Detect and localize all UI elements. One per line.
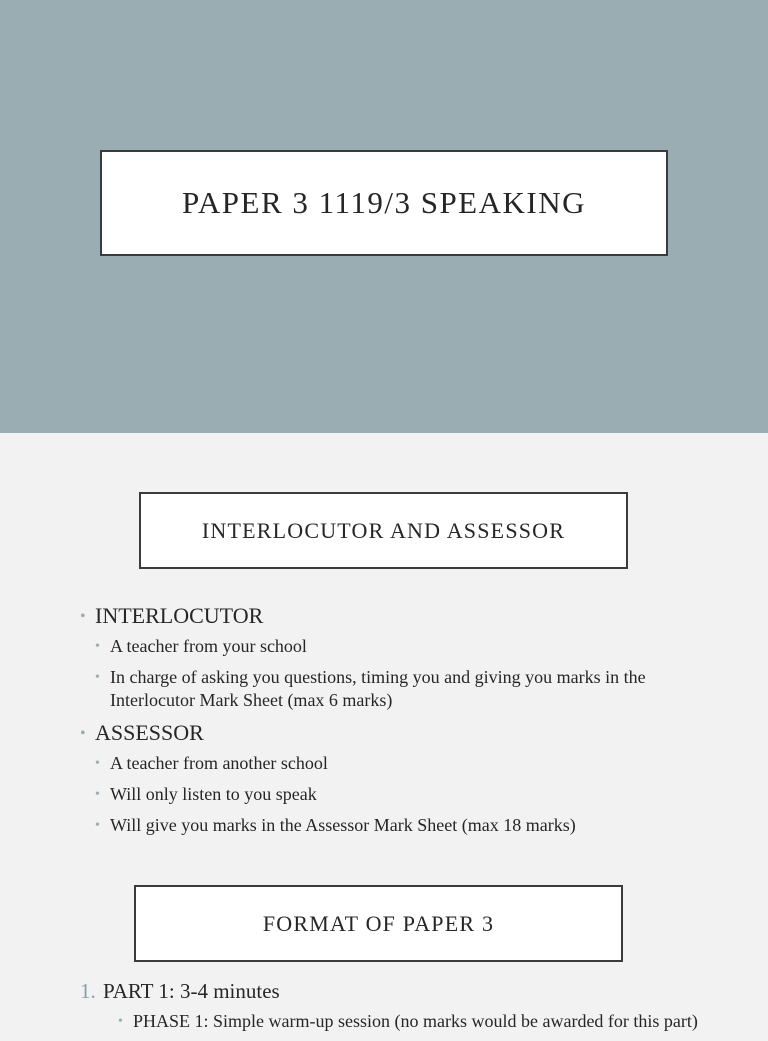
sub-list-item: • In charge of asking you questions, timing you and giving you marks in the Interlocutor Mark Sheet (max 6 marks) xyxy=(95,666,670,712)
list-item-label: ASSESSOR xyxy=(95,720,204,745)
numbered-item-part-1 xyxy=(80,976,700,1033)
numbered-item-label: PART 1: 3-4 minutes xyxy=(103,979,280,1003)
item-number: 1. xyxy=(80,979,96,1003)
sub-list-item: • A teacher from another school xyxy=(95,752,670,775)
sub-list-item: • A teacher from your school xyxy=(95,635,670,658)
list-item-interlocutor xyxy=(80,603,680,712)
sub-list xyxy=(103,1010,700,1033)
sub-list-item: • PHASE 1: Simple warm-up session (no marks would be awarded for this part) xyxy=(103,1010,753,1033)
section-heading-format: FORMAT OF PAPER 3 xyxy=(134,885,623,962)
section-heading-interlocutor-assessor: INTERLOCUTOR AND ASSESSOR xyxy=(139,492,628,569)
list-item-label: INTERLOCUTOR xyxy=(95,603,264,628)
list-item-assessor xyxy=(80,720,680,837)
sub-list xyxy=(95,752,680,837)
sub-list xyxy=(95,635,680,712)
format-list xyxy=(80,976,700,1041)
roles-list xyxy=(80,603,680,845)
sub-list-item: • Will give you marks in the Assessor Mark Sheet (max 18 marks) xyxy=(95,814,670,837)
slide-title: PAPER 3 1119/3 SPEAKING xyxy=(100,150,668,256)
sub-list-item: • Will only listen to you speak xyxy=(95,783,670,806)
title-slide xyxy=(0,0,768,433)
